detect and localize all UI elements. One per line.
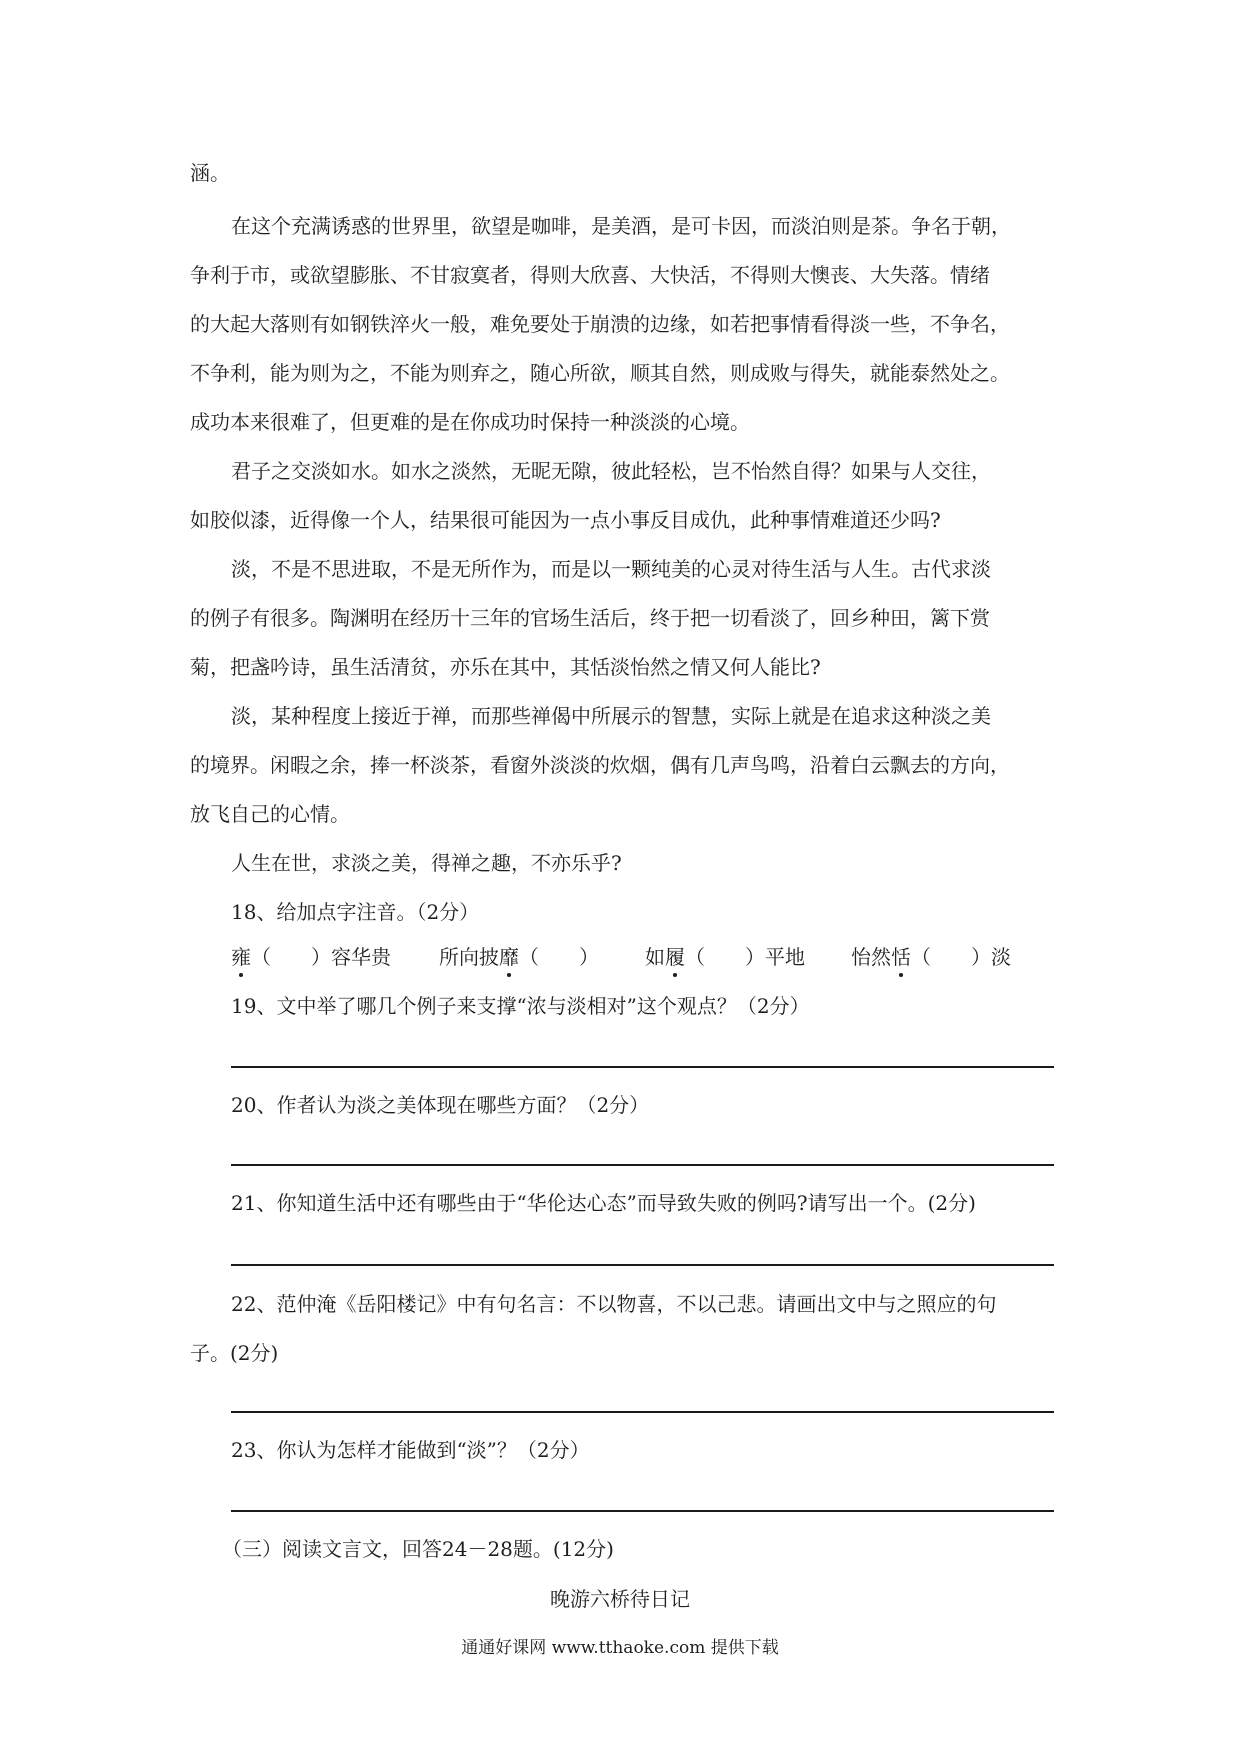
- passage-line: 如胶似漆，近得像一个人，结果很可能因为一点小事反目成仇，此种事情难道还少吗?: [190, 508, 941, 532]
- passage-line: 争利于市，或欲望膨胀、不甘寂寞者，得则大欣喜、大快活，不得则大懊丧、大失落。情绪: [190, 263, 990, 287]
- pinyin-item-1: [231, 944, 391, 970]
- passage-line: 的境界。闲暇之余，捧一杯淡茶，看窗外淡淡的炊烟，偶有几声鸟鸣，沿着白云飘去的方向，: [190, 753, 1010, 777]
- passage-paragraph-desire: 在这个充满诱惑的世界里，欲望是咖啡，是美酒，是可卡因，而淡泊则是茶。争名于朝，: [231, 214, 1011, 238]
- dotted-char: 恬: [891, 945, 911, 969]
- passage-paragraph-dan: 淡，不是不思进取，不是无所作为，而是以一颗纯美的心灵对待生活与人生。古代求淡: [231, 557, 991, 581]
- classical-text-title: 晚游六桥待日记: [550, 1587, 690, 1611]
- pinyin-item-post[interactable]: （ ）: [519, 945, 599, 969]
- pinyin-item-post[interactable]: （ ）平地: [685, 945, 805, 969]
- question-19: 19、文中举了哪几个例子来支撑“浓与淡相对”这个观点？（2分）: [231, 994, 810, 1018]
- passage-line: 的大起大落则有如钢铁淬火一般，难免要处于崩溃的边缘，如若把事情看得淡一些，不争名，: [190, 312, 1010, 336]
- dotted-char: 履: [665, 945, 685, 969]
- question-22: 22、范仲淹《岳阳楼记》中有句名言：不以物喜，不以己悲。请画出文中与之照应的句: [231, 1292, 997, 1316]
- pinyin-item-pre: 如: [645, 945, 665, 969]
- passage-line: 不争利，能为则为之，不能为则弃之，随心所欲，顺其自然，则成败与得失，就能泰然处之。: [190, 361, 1010, 385]
- pinyin-item-post[interactable]: （ ）淡: [911, 945, 1011, 969]
- passage-paragraph-junzi: 君子之交淡如水。如水之淡然，无昵无隙，彼此轻松，岂不怡然自得？如果与人交往，: [231, 459, 991, 483]
- passage-line: 放飞自己的心情。: [190, 802, 350, 826]
- passage-line: 成功本来很难了，但更难的是在你成功时保持一种淡淡的心境。: [190, 410, 750, 434]
- dotted-char: 靡: [499, 945, 519, 969]
- answer-line-21[interactable]: [231, 1264, 1054, 1266]
- passage-paragraph-conclusion: 人生在世，求淡之美，得禅之趣，不亦乐乎?: [231, 851, 622, 875]
- answer-line-23[interactable]: [231, 1510, 1054, 1512]
- question-23: 23、你认为怎样才能做到“淡”？（2分）: [231, 1438, 590, 1462]
- footer-download-note: 通通好课网 www.tthaoke.com 提供下载: [461, 1638, 779, 1658]
- passage-line: 涵。: [190, 161, 230, 185]
- answer-line-19[interactable]: [231, 1066, 1054, 1068]
- answer-line-22[interactable]: [231, 1411, 1054, 1413]
- passage-line: 的例子有很多。陶渊明在经历十三年的官场生活后，终于把一切看淡了，回乡种田，篱下赏: [190, 606, 990, 630]
- question-22-continued: 子。(2分): [190, 1341, 279, 1365]
- pinyin-item-pre: 所向披: [439, 945, 499, 969]
- pinyin-item-post[interactable]: （ ）容华贵: [251, 945, 391, 969]
- passage-paragraph-chan: 淡，某种程度上接近于禅，而那些禅偈中所展示的智慧，实际上就是在追求这种淡之美: [231, 704, 991, 728]
- dotted-char: 雍: [231, 945, 251, 969]
- passage-line: 菊，把盏吟诗，虽生活清贫，亦乐在其中，其恬淡怡然之情又何人能比?: [190, 655, 821, 679]
- answer-line-20[interactable]: [231, 1164, 1054, 1166]
- question-21: 21、你知道生活中还有哪些由于“华伦达心态”而导致失败的例吗?请写出一个。(2分): [231, 1191, 976, 1215]
- section-3-heading: （三）阅读文言文，回答24－28题。(12分): [222, 1537, 614, 1561]
- pinyin-item-3: [645, 944, 805, 970]
- pinyin-item-pre: 怡然: [851, 945, 891, 969]
- question-20: 20、作者认为淡之美体现在哪些方面？（2分）: [231, 1093, 650, 1117]
- pinyin-item-4: [851, 944, 1011, 970]
- pinyin-item-2: [439, 944, 599, 970]
- question-18: 18、给加点字注音。（2分）: [231, 900, 480, 924]
